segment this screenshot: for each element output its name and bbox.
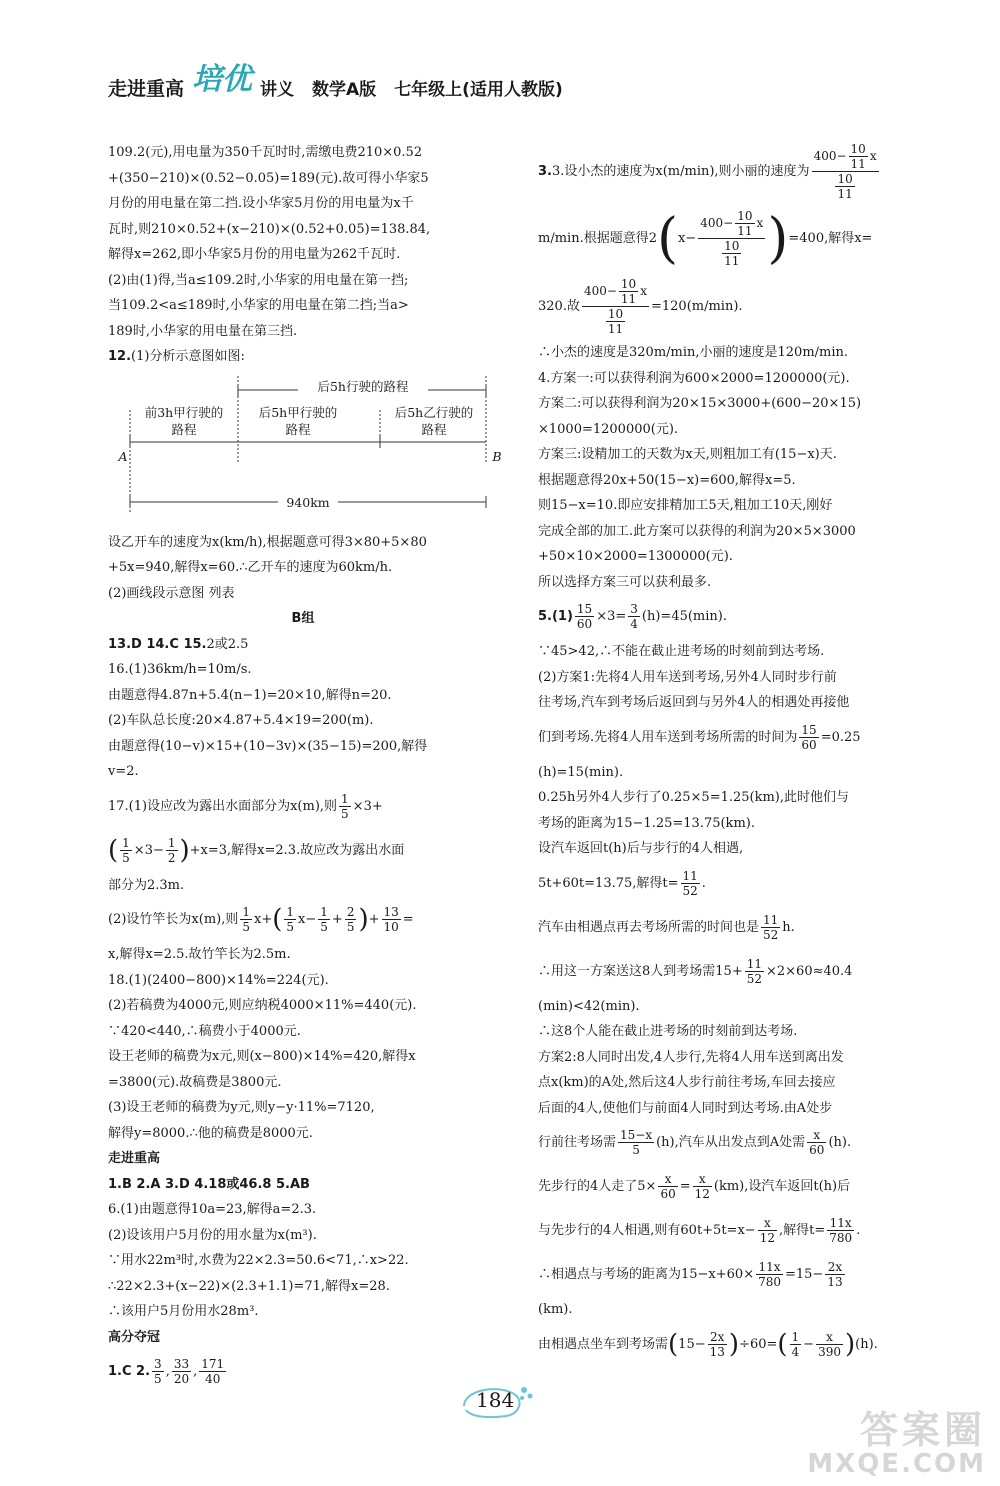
text-line: +50×10×2000=1300000(元).	[538, 549, 733, 564]
text-span: (2)设竹竿长为x(m),则	[108, 912, 239, 927]
fraction	[284, 905, 296, 934]
text-span: 1.C 2.	[108, 1364, 151, 1379]
formula-line	[538, 1253, 943, 1297]
fraction	[172, 1357, 191, 1386]
text-line: v=2.	[108, 764, 139, 779]
fraction	[120, 836, 132, 865]
denominator: 10	[383, 920, 399, 934]
diagram-point-b: B	[492, 448, 502, 464]
text-span: =	[402, 912, 414, 927]
text-span: =120(m/min).	[650, 299, 743, 314]
numerator: 1	[242, 905, 250, 919]
text-line: 18.(1)(2400−800)×14%=224(元).	[108, 972, 329, 988]
formula-line	[108, 785, 498, 829]
text-span: (h)=45(min).	[641, 609, 727, 624]
fraction	[339, 792, 351, 821]
text-span: ∴相遇点与考场的距离为15−x+60×	[538, 1267, 755, 1282]
denominator: 5	[154, 1372, 162, 1386]
formula-line: 5t+60t=13.75,解得t= $\frac{11}{52}$ .	[538, 868, 706, 898]
denominator: 5	[346, 920, 355, 934]
formula-line	[538, 274, 943, 340]
text-span: 2或2.5	[206, 636, 249, 652]
fraction: $\frac{11x}{780}$	[829, 1216, 853, 1245]
watermark-text: 答案圈	[859, 1408, 986, 1452]
text-span: 5.(1)	[538, 609, 573, 624]
text-span: (km),设汽车返回t(h)后	[713, 1179, 851, 1194]
text-span: 320.故	[538, 299, 580, 314]
diagram-label-later-5h: 后5h行驶的路程	[298, 378, 428, 395]
diagram-label-total: 940km	[278, 494, 338, 511]
numerator: 13	[383, 905, 399, 919]
text-span: =15−	[785, 1267, 824, 1282]
numerator: 33	[173, 1357, 190, 1371]
text-line: 完成全部的加工.此方案可以获得的利润为20×5×3000	[538, 523, 856, 539]
text-span: (h).	[855, 1336, 878, 1352]
fraction: 400− $\frac{10}{11}$ x $\frac{10}{11}$	[700, 209, 764, 268]
formula-line	[538, 716, 943, 760]
text-line: 后面的4人,使他们与前面4人同时到达考场.由A处步	[538, 1100, 833, 1116]
text-span: 13.D 14.C 15.	[108, 636, 207, 652]
fraction	[382, 905, 401, 934]
text-line: 所以选择方案三可以获利最多.	[538, 574, 712, 590]
text-line: 瓦时,则210×0.52+(x−210)×(0.52+0.05)=138.84,	[108, 221, 431, 237]
numerator: 1	[167, 835, 176, 850]
formula-line: 3.3.设小杰的速度为x(m/min),则小丽的速度为 400− $\frac{10}{11}$ x $\frac{10}{11}$	[538, 142, 877, 201]
text-line: 点x(km)的A处,然后这4人步行前往考场,车回去接应	[538, 1075, 836, 1090]
section-heading: 走进重高	[108, 1151, 161, 1166]
section-heading-group-b: B组	[291, 611, 315, 626]
fraction	[345, 905, 357, 934]
segment-diagram	[108, 374, 502, 524]
fraction	[318, 905, 330, 934]
formula-line: (2)设竹竿长为x(m),则 $\frac{1}{5}$ x+( $\frac{1}{5}$ x− $\frac{1}{5}$ + $\frac{2}{5}$ )+ $\frac{13}{10}$ =	[108, 904, 414, 935]
text-span: 5t+60t=13.75,解得t=	[538, 875, 679, 891]
text-span: (h),汽车从出发点到A处需	[656, 1135, 806, 1150]
text-line: (2)画线段示意图 列表	[108, 585, 235, 601]
page-number: 184	[476, 1388, 515, 1412]
text-line: x,解得x=2.5.故竹竿长为2.5m.	[108, 947, 291, 962]
fraction: $\frac{x}{12}$	[759, 1216, 775, 1245]
diagram-point-a: A	[118, 448, 128, 464]
text-span: x−	[298, 912, 317, 927]
text-line: 解得x=262,即小华家5月份的用电量为262千瓦时.	[108, 247, 401, 262]
denominator: 5	[286, 920, 295, 934]
text-span: +x=3,解得x=2.3.故应改为露出水面	[189, 842, 405, 858]
text-span: 先步行的4人走了5×	[538, 1179, 657, 1194]
section-heading: 高分夺冠	[108, 1329, 161, 1345]
text-span: ,	[165, 1364, 170, 1379]
header-script-logo: 培优	[192, 62, 253, 97]
denominator: 5	[341, 806, 349, 821]
watermark	[807, 1410, 986, 1478]
fraction: $\frac{11}{52}$	[746, 956, 762, 986]
text-span: h.	[782, 919, 795, 935]
formula-line	[538, 1165, 943, 1209]
text-line: (2)车队总长度:20×4.87+5.4×19=200(m).	[108, 713, 374, 728]
numerator: 3	[154, 1357, 162, 1371]
fraction: $\frac{15}{60}$	[576, 602, 593, 631]
fraction	[152, 1357, 164, 1386]
text-span: ∴用这一方案送这8人到考场需15+	[538, 963, 743, 979]
text-line: 设王老师的稿费为x元,则(x−800)×14%=420,解得x	[108, 1049, 416, 1064]
text-line: (2)若稿费为4000元,则应纳税4000×11%=440(元).	[108, 998, 417, 1013]
fraction: $\frac{2x}{13}$	[827, 1260, 843, 1289]
formula-line	[108, 1350, 498, 1394]
fraction: $\frac{15-x}{5}$	[620, 1128, 653, 1157]
fraction	[240, 905, 252, 934]
text-line: (km).	[538, 1302, 573, 1317]
text-line: ∵45>42,∴不能在截止进考场的时刻前到达考场.	[538, 644, 825, 659]
text-line: (2)方案1:先将4人用车送到考场,另外4人同时步行前	[538, 669, 837, 685]
formula-line: ( $\frac{1}{5}$ ×3− $\frac{1}{2}$ )+x=3,解得x=2.3.故应改为露出水面	[108, 835, 405, 865]
text-line: (3)设王老师的稿费为y元,则y−y·11%=7120,	[108, 1100, 375, 1115]
fraction: $\frac{11x}{780}$	[758, 1260, 781, 1289]
formula-line	[538, 906, 943, 950]
text-line: 部分为2.3m.	[108, 877, 185, 893]
text-line: 109.2(元),用电量为350千瓦时时,需缴电费210×0.52	[108, 145, 423, 160]
text-line: 月份的用电量在第二挡.设小华家5月份的用电量为x千	[108, 196, 414, 211]
text-span: ×3+	[352, 798, 383, 814]
text-line: 1.B 2.A 3.D 4.18或46.8 5.AB	[108, 1176, 310, 1192]
page-number-badge	[458, 1380, 538, 1424]
fraction: $\frac{x}{60}$	[660, 1172, 676, 1201]
text-span: 17.(1)设应改为露出水面部分为x(m),则	[108, 798, 338, 814]
numerator: 1	[341, 791, 349, 806]
text-line: (min)<42(min).	[538, 998, 640, 1014]
watermark-url: MXQE.COM	[807, 1449, 986, 1479]
text-line: 0.25h另外4人步行了0.25×5=1.25(km),此时他们与	[538, 790, 850, 805]
text-line: 则15−x=10.即应安排精加工5天,粗加工10天,刚好	[538, 498, 833, 513]
text-span: 由相遇点坐车到考场需	[538, 1336, 669, 1352]
diagram-label-later-5h-yi: 后5h乙行驶的路程	[394, 404, 474, 437]
text-line: +5x=940,解得x=60.∴乙开车的速度为60km/h.	[108, 560, 393, 575]
text-line: 16.(1)36km/h=10m/s.	[108, 662, 252, 677]
header-subject: 数学A版	[312, 80, 377, 100]
text-span: ÷60=	[739, 1336, 778, 1352]
text-line: 考场的距离为15−1.25=13.75(km).	[538, 815, 755, 831]
text-span: ×3−	[133, 842, 164, 858]
numerator: 1	[122, 835, 130, 850]
header-brand: 走进重高	[108, 78, 185, 100]
fraction: $\frac{3}{4}$	[630, 602, 638, 631]
text-line: ×1000=1200000(元).	[538, 421, 679, 437]
text-span: 与先步行的4人相遇,则有60t+5t=x−	[538, 1223, 756, 1238]
text-span: 们到考场.先将4人用车送到考场所需的时间为	[538, 729, 798, 745]
text-line: ∴22×2.3+(x−22)×(2.3+1.1)=71,解得x=28.	[108, 1278, 390, 1294]
denominator: 2	[167, 850, 176, 865]
text-line: 由题意得(10−v)×15+(10−3v)×(35−15)=200,解得	[108, 738, 428, 754]
header-grade: 七年级上(适用人教版)	[394, 80, 563, 100]
text-line: 往考场,汽车到考场后返回到与另外4人的相遇处再接他	[538, 695, 850, 710]
text-line: 方案三:设精加工的天数为x天,则粗加工有(15−x)天.	[538, 447, 837, 462]
text-line: +(350−210)×(0.52−0.05)=189(元).故可得小华家5	[108, 170, 429, 186]
text-line: (2)设该用户5月份的用水量为x(m³).	[108, 1227, 317, 1243]
text-span: 汽车由相遇点再去考场所需的时间也是	[538, 919, 760, 935]
text-line: 解得y=8000.∴他的稿费是8000元.	[108, 1125, 313, 1141]
text-span: (1)分析示意图如图:	[131, 349, 245, 364]
text-line: ∴这8个人能在截止进考场的时刻前到达考场.	[538, 1024, 798, 1039]
page-header	[108, 60, 563, 104]
text-span: =	[679, 1179, 691, 1194]
fraction: 400− $\frac{10}{11}$ x $\frac{10}{11}$	[583, 277, 647, 336]
text-span: x+	[254, 912, 273, 927]
fraction	[199, 1357, 226, 1386]
text-span: ×2×60≈40.4	[766, 963, 853, 979]
formula-line: 由相遇点坐车到考场需(15− $\frac{2x}{13}$ )÷60=( $\frac{1}{4}$ − $\frac{x}{390}$ )(h).	[538, 1329, 878, 1359]
formula-line: 与先步行的4人相遇,则有60t+5t=x− $\frac{x}{12}$ ,解得t= $\frac{11x}{780}$ .	[538, 1216, 861, 1245]
denominator: 5	[242, 920, 250, 934]
text-line: 当109.2<a≤189时,小华家的用电量在第二挡;当a>	[108, 298, 409, 313]
fraction: $\frac{2x}{13}$	[709, 1329, 725, 1359]
fraction: 400− $\frac{10}{11}$ x $\frac{10}{11}$	[813, 142, 877, 201]
text-span: 行前往考场需	[538, 1135, 617, 1150]
text-line: ∴小杰的速度是320m/min,小丽的速度是120m/min.	[538, 345, 849, 360]
fraction: $\frac{x}{12}$	[694, 1172, 710, 1201]
denominator: 20	[173, 1372, 190, 1386]
fraction: $\frac{11}{52}$	[763, 912, 779, 942]
text-span: +	[368, 912, 380, 927]
text-line: ∴该用户5月份用水28m³.	[108, 1304, 259, 1319]
text-span: ,解得t=	[778, 1223, 826, 1238]
text-span: +	[331, 912, 343, 927]
numerator: 2	[346, 905, 355, 919]
diagram-label-first-3h-jia: 前3h甲行驶的路程	[144, 404, 224, 437]
text-span: ×3=	[596, 609, 627, 624]
text-line: 6.(1)由题意得10a=23,解得a=2.3.	[108, 1202, 317, 1217]
formula-line	[538, 950, 943, 994]
text-span: (h).	[828, 1135, 852, 1150]
denominator: 40	[205, 1372, 221, 1386]
text-span: m/min.根据题意得2	[538, 231, 657, 246]
text-span: =400,解得x=	[788, 231, 873, 246]
fraction: $\frac{15}{60}$	[801, 722, 817, 752]
numerator: 1	[320, 905, 328, 919]
text-line: =3800(元).故稿费是3800元.	[108, 1074, 282, 1090]
formula-line: m/min.根据题意得2(x− 400− $\frac{10}{11}$ x $\frac{10}{11}$ )=400,解得x=	[538, 206, 873, 270]
text-line: 189时,小华家的用电量在第三挡.	[108, 323, 298, 339]
text-line: ∵420<440,∴稿费小于4000元.	[108, 1023, 301, 1039]
text-span: 15−	[678, 1336, 706, 1352]
formula-line	[538, 595, 943, 639]
text-line: 方案二:可以获得利润为20×15×3000+(600−20×15)	[538, 396, 862, 411]
text-line: 由题意得4.87n+5.4(n−1)=20×10,解得n=20.	[108, 687, 392, 703]
fraction: $\frac{11}{52}$	[682, 868, 698, 898]
right-column	[538, 140, 943, 1367]
text-span: =0.25	[820, 729, 861, 745]
text-line: 方案2:8人同时出发,4人步行,先将4人用车送到离出发	[538, 1049, 844, 1065]
text-span: ,	[193, 1364, 198, 1379]
fraction	[166, 836, 178, 865]
denominator: 5	[122, 850, 130, 865]
text-line: 设汽车返回t(h)后与步行的4人相遇,	[538, 841, 744, 856]
question-12	[108, 344, 498, 370]
header-series: 讲义	[260, 80, 295, 100]
numerator: 171	[201, 1357, 225, 1371]
fraction: $\frac{x}{60}$	[809, 1128, 825, 1157]
text-line: (h)=15(min).	[538, 764, 624, 780]
text-line: 设乙开车的速度为x(km/h),根据题意可得3×80+5×80	[108, 534, 427, 550]
formula-line	[538, 1121, 943, 1165]
question-number: 12.	[108, 349, 132, 364]
answer-line	[108, 632, 498, 658]
text-line: ∵用水22m³时,水费为22×2.3=50.6<71,∴x>22.	[108, 1253, 409, 1268]
text-line: 根据题意得20x+50(15−x)=600,解得x=5.	[538, 472, 796, 488]
left-column	[108, 140, 502, 1394]
diagram-label-later-5h-jia: 后5h甲行驶的路程	[258, 404, 338, 437]
fraction: $\frac{1}{4}$	[791, 1329, 800, 1359]
text-line: 4.方案一:可以获得利润为600×2000=1200000(元).	[538, 370, 850, 386]
text-span: 3.设小杰的速度为x(m/min),则小丽的速度为	[551, 164, 810, 179]
fraction: $\frac{x}{390}$	[818, 1329, 841, 1359]
denominator: 5	[320, 920, 328, 934]
numerator: 1	[286, 905, 295, 919]
text-line: (2)由(1)得,当a≤109.2时,小华家的用电量在第一挡;	[108, 272, 409, 288]
